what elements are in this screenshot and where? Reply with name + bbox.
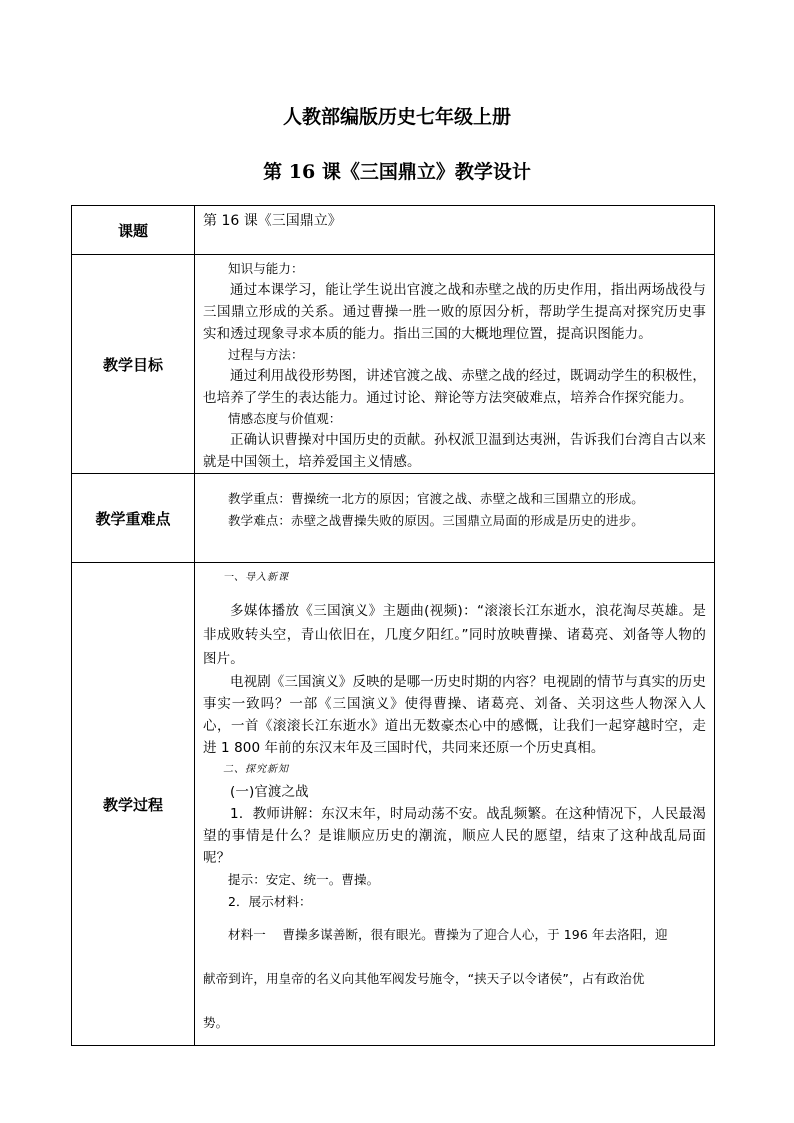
- material1-line1: 材料一 曹操多谋善断，很有眼光。曹操为了迎合人心，于 196 年去洛阳，迎: [228, 927, 668, 942]
- table-row-key-points: [72, 474, 715, 563]
- table-row-goals: [72, 255, 715, 474]
- lesson-plan-table: [71, 205, 715, 1046]
- process-item-1: 1．教师讲解：东汉末年，时局动荡不安。战乱频繁。在这种情况下，人民最渴望的事情是什么？是谁顺应历史的潮流，顺应人民的愿望，结束了这种战乱局面呢？: [203, 806, 706, 866]
- section1-heading: 一、导入新课: [223, 572, 289, 583]
- intro-paragraph-1: 多媒体播放《三国演义》主题曲(视频)：“滚滚长江东逝水，浪花淘尽英雄。是非成败转头空，青山依旧在，几度夕阳红。”同时放映曹操、诸葛亮、刘备等人物的图片。: [203, 603, 706, 667]
- hint-text: 提示：安定、统一。曹操。: [228, 872, 380, 887]
- process-item-2: 2．展示材料：: [228, 894, 312, 909]
- process-heading: 过程与方法：: [228, 347, 304, 362]
- table-row-process: [72, 563, 715, 1046]
- intro-paragraph-2: 电视剧《三国演义》反映的是哪一历史时期的内容？电视剧的情节与真实的历史事实一致吗？一部《三国演义》使得曹操、诸葛亮、刘备、关羽这些人物深入人心，一首《滚滚长江东逝水》道出无数豪杰心中的感慨，让我们一起穿越时空，走进 1 800 年前的东汉末年及三国时代，共同来还原一个历史真相。: [203, 674, 706, 756]
- table-row-topic: [72, 206, 715, 255]
- knowledge-text: 通过本课学习，能让学生说出官渡之战和赤壁之战的历史作用，指出两场战役与三国鼎立形成的关系。通过曹操一胜一败的原因分析，帮助学生提高对探究历史事实和透过现象寻求本质的能力。指出三国的大概地理位置，提高识图能力。: [203, 282, 706, 342]
- topic-label: 课题: [72, 206, 195, 255]
- emotion-text: 正确认识曹操对中国历史的贡献。孙权派卫温到达夷洲，告诉我们台湾自古以来就是中国领土，培养爱国主义情感。: [203, 432, 706, 470]
- teaching-difficulty: 教学难点：赤壁之战曹操失败的原因。三国鼎立局面的形成是历史的进步。: [228, 513, 644, 528]
- topic-value: 第 16 课《三国鼎立》: [203, 213, 342, 229]
- key-points-label: 教学重难点: [72, 474, 195, 563]
- knowledge-heading: 知识与能力：: [228, 261, 304, 276]
- document-title: 人教部编版历史七年级上册: [282, 106, 511, 128]
- goals-label: 教学目标: [72, 255, 195, 474]
- key-points-cell: [195, 474, 715, 563]
- process-cell: [195, 563, 715, 1046]
- process-label: 教学过程: [72, 563, 195, 1046]
- topic-cell: [195, 206, 715, 255]
- subsection1-heading: (一)官渡之战: [230, 784, 309, 800]
- emotion-heading: 情感态度与价值观：: [228, 411, 342, 426]
- material1-line3: 势。: [203, 1015, 229, 1030]
- teaching-focus: 教学重点：曹操统一北方的原因；官渡之战、赤壁之战和三国鼎立的形成。: [228, 491, 644, 506]
- goals-cell: [195, 255, 715, 474]
- section2-heading: 二、探究新知: [223, 764, 289, 775]
- document-subtitle: 第 16 课《三国鼎立》教学设计: [263, 161, 531, 183]
- material1-line2: 献帝到许，用皇帝的名义向其他军阀发号施令，“挟天子以令诸侯”，占有政治优: [203, 971, 645, 986]
- process-text: 通过利用战役形势图，讲述官渡之战、赤壁之战的经过，既调动学生的积极性，也培养了学生的表达能力。通过讨论、辩论等方法突破难点，培养合作探究能力。: [203, 368, 706, 406]
